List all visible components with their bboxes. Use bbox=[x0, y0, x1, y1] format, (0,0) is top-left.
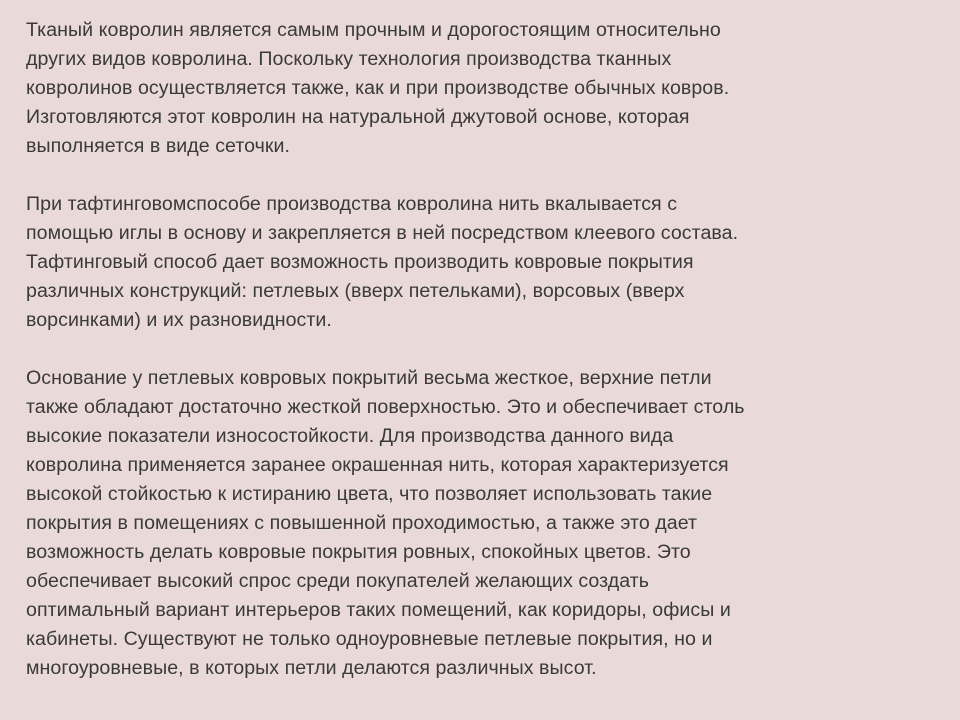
text-line: высокие показатели износостойкости. Для производства данного вида bbox=[26, 425, 674, 447]
paragraph-tufting-method bbox=[26, 190, 930, 335]
text-line: ковролина применяется заранее окрашенная нить, которая характеризуется bbox=[26, 454, 729, 476]
text-line: покрытия в помещениях с повышенной проходимостью, а также это дает bbox=[26, 512, 698, 534]
text-line: других видов ковролина. Поскольку технология производства тканных bbox=[26, 48, 672, 70]
text-line: При тафтинговомспособе производства ковролина нить вкалывается с bbox=[26, 193, 678, 215]
text-line: Тафтинговый способ дает возможность производить ковровые покрытия bbox=[26, 251, 694, 273]
text-line: оптимальный вариант интерьеров таких помещений, как коридоры, офисы и bbox=[26, 599, 731, 621]
text-line: высокой стойкостью к истиранию цвета, что позволяет использовать такие bbox=[26, 483, 713, 505]
text-line: возможность делать ковровые покрытия ровных, спокойных цветов. Это bbox=[26, 541, 691, 563]
text-line: ковролинов осуществляется также, как и при производстве обычных ковров. bbox=[26, 77, 730, 99]
paragraph-woven-carpet bbox=[26, 16, 930, 161]
text-line: также обладают достаточно жесткой поверхностью. Это и обеспечивает столь bbox=[26, 396, 745, 418]
text-line: Изготовляются этот ковролин на натуральной джутовой основе, которая bbox=[26, 106, 690, 128]
text-line: кабинеты. Существуют не только одноуровневые петлевые покрытия, но и bbox=[26, 628, 713, 650]
text-line: обеспечивает высокий спрос среди покупателей желающих создать bbox=[26, 570, 650, 592]
text-line: помощью иглы в основу и закрепляется в ней посредством клеевого состава. bbox=[26, 222, 739, 244]
text-line: выполняется в виде сеточки. bbox=[26, 135, 291, 157]
text-line: ворсинками) и их разновидности. bbox=[26, 309, 332, 331]
text-line: Тканый ковролин является самым прочным и дорогостоящим относительно bbox=[26, 19, 721, 41]
text-line: многоуровневые, в которых петли делаются различных высот. bbox=[26, 657, 597, 679]
text-line: различных конструкций: петлевых (вверх петельками), ворсовых (вверх bbox=[26, 280, 685, 302]
paragraph-loop-carpet bbox=[26, 364, 930, 683]
text-line: Основание у петлевых ковровых покрытий весьма жесткое, верхние петли bbox=[26, 367, 712, 389]
